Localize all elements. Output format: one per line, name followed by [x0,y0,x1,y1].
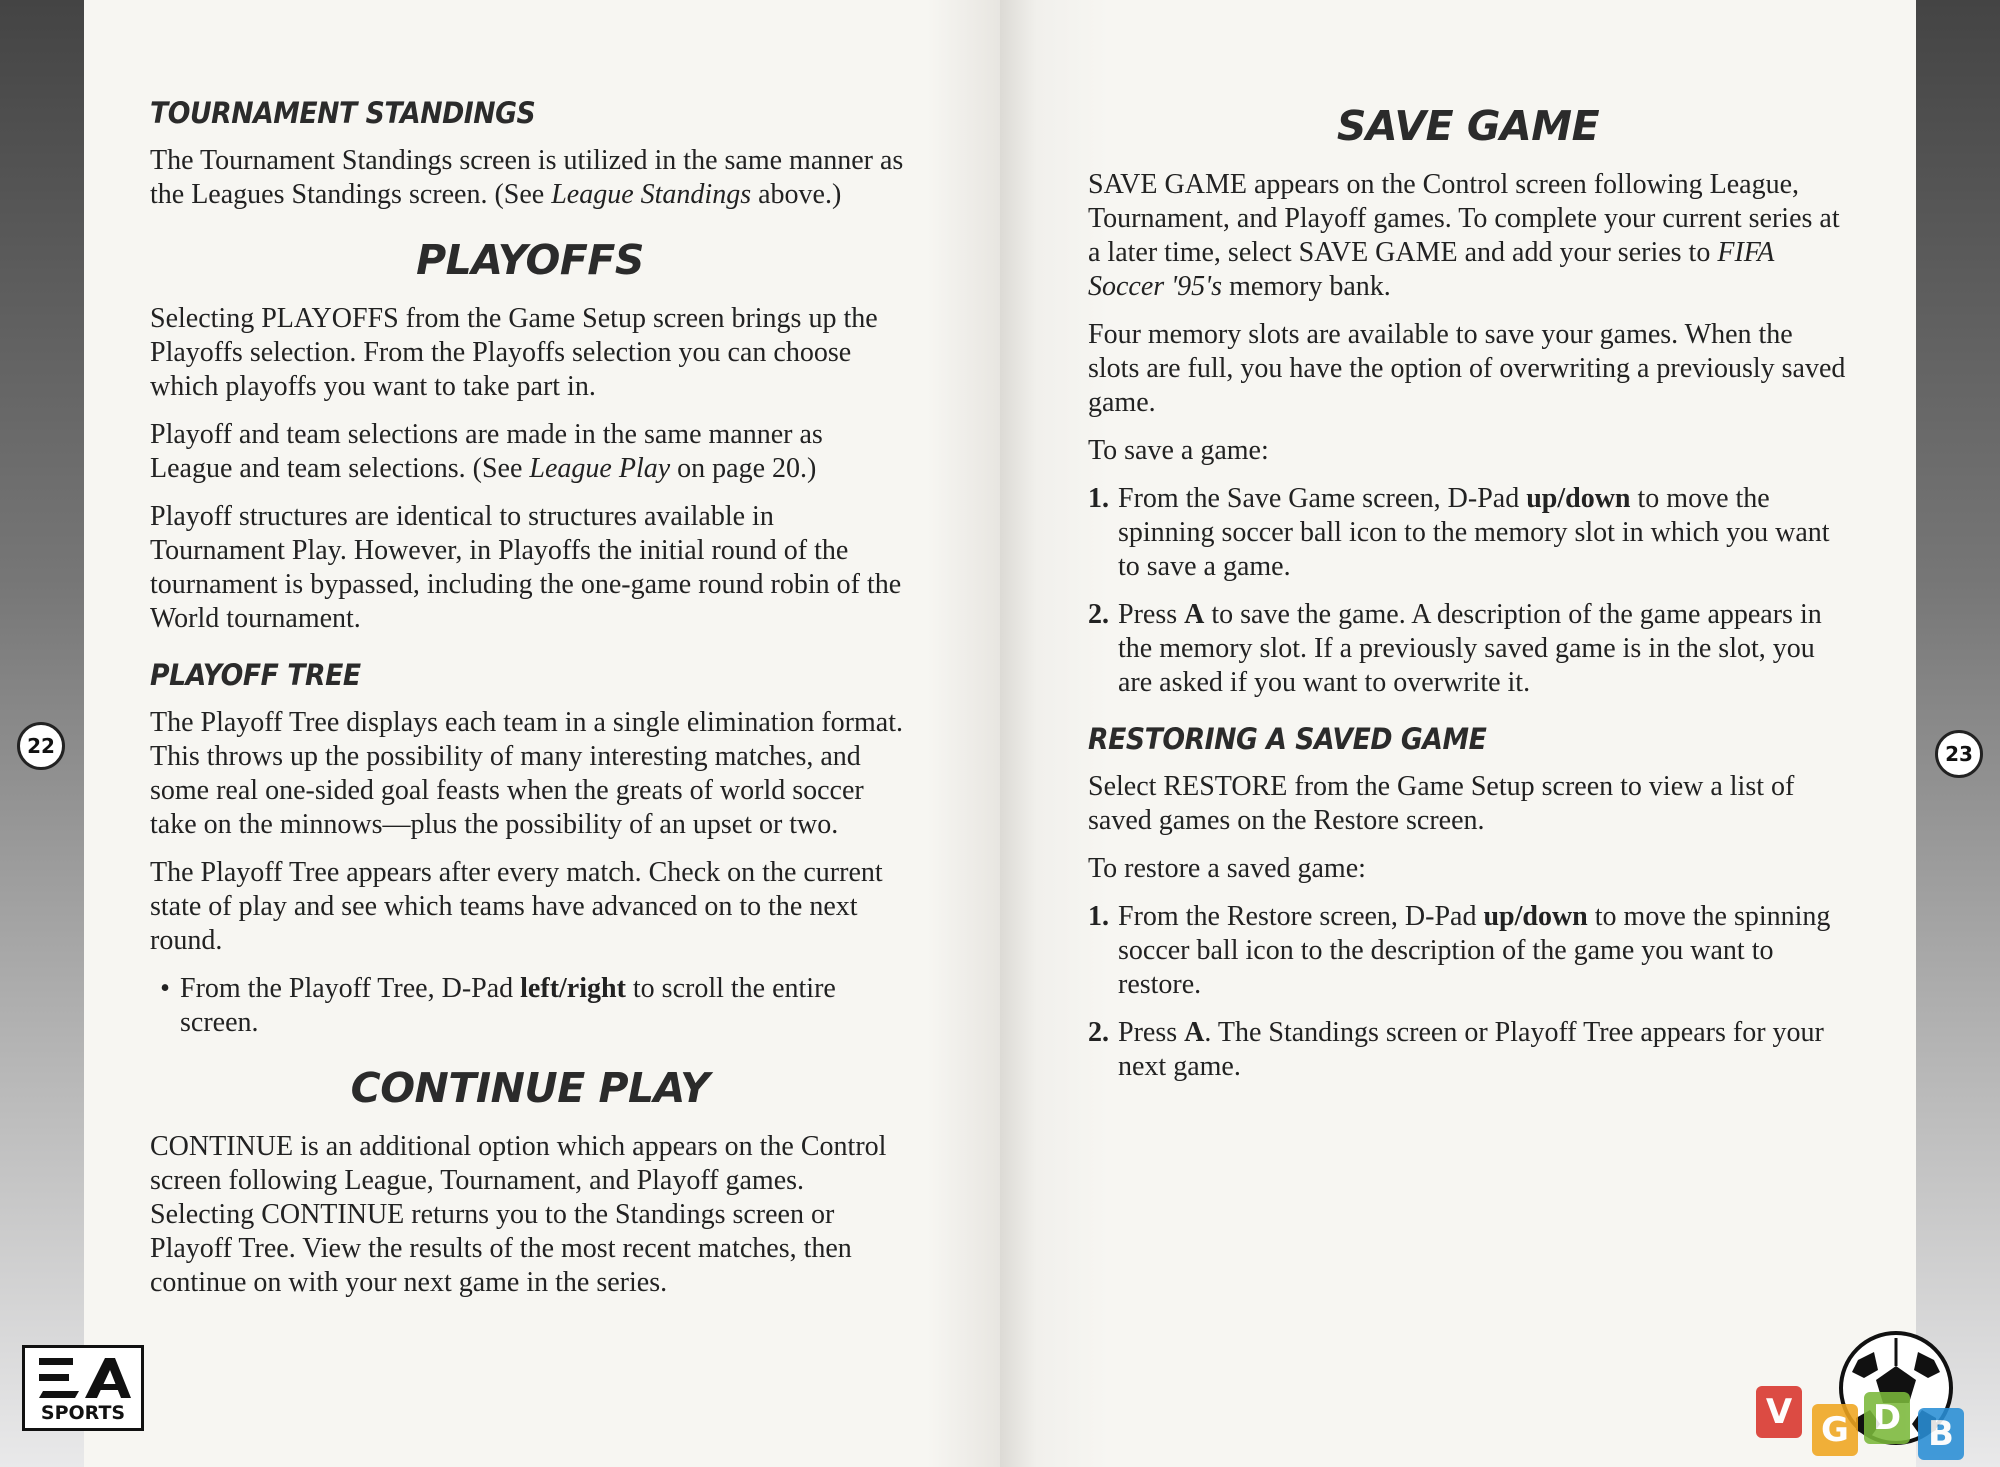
tournament-standings-heading: TOURNAMENT STANDINGS [150,96,536,130]
playoff-tree-bullet: • From the Playoff Tree, D-Pad left/right to scroll the entire screen. [150,972,910,1040]
vgdb-letter-g: G [1812,1404,1858,1456]
ea-sports-logo [22,1345,144,1431]
save-game-heading: SAVE GAME [1336,102,1600,150]
save-game-paragraph-3: To save a game: [1088,435,1269,466]
restoring-paragraph-2: To restore a saved game: [1088,853,1366,884]
tournament-standings-paragraph: The Tournament Standings screen is utilized in the same manner as the Leagues Standings screen. (See League Standings above.) [150,145,904,210]
bullet-dot: • [160,973,170,1004]
page-number-right: 23 [1935,730,1983,778]
save-game-step-1: 1. From the Save Game screen, D-Pad up/down to move the spinning soccer ball icon to the memory slot in which you want to save a game. [1088,483,1830,582]
vgdb-letter-b: B [1918,1408,1964,1460]
save-game-step-2: 2. Press A to save the game. A description of the game appears in the memory slot. If a previously saved game is in the slot, you are asked if you want to overwrite it. [1088,599,1822,698]
vgdb-letter-d: D [1864,1392,1910,1444]
playoff-tree-paragraph-1: The Playoff Tree displays each team in a single elimination format. This throws up the possibility of many interesting matches, and some real one-sided goal feasts when the greats of world soccer take on the minnows—plus the possibility of an upset or two. [150,707,903,840]
playoffs-heading: PLAYOFFS [416,236,644,284]
right-page-content [1088,96,1848,1098]
playoff-tree-paragraph-2: The Playoff Tree appears after every match. Check on the current state of play and see which teams have advanced on to the next round. [150,857,883,956]
continue-play-paragraph: CONTINUE is an additional option which appears on the Control screen following League, Tournament, and Playoff games. Selecting CONTINUE returns you to the Standings screen or Playoff Tree. View the results of the most recent matches, then continue on with your next game in the series. [150,1131,887,1298]
ea-mark-icon [35,1354,133,1402]
restoring-heading: RESTORING A SAVED GAME [1088,722,1487,756]
restoring-step-2: 2. Press A. The Standings screen or Playoff Tree appears for your next game. [1088,1017,1824,1082]
restoring-step-1: 1. From the Restore screen, D-Pad up/down to move the spinning soccer ball icon to the description of the game you want to restore. [1088,901,1831,1000]
save-game-paragraph-1: SAVE GAME appears on the Control screen following League, Tournament, and Playoff games. To complete your current series at a later time, select SAVE GAME and add your series to FIFA Soccer '95's memory bank. [1088,169,1840,302]
continue-play-heading: CONTINUE PLAY [350,1064,710,1112]
playoffs-paragraph-1: Selecting PLAYOFFS from the Game Setup screen brings up the Playoffs selection. From the Playoffs selection you can choose which playoffs you want to take part in. [150,303,878,402]
playoffs-paragraph-2: Playoff and team selections are made in the same manner as League and team selections. (See League Play on page 20.) [150,419,823,484]
playoffs-paragraph-3: Playoff structures are identical to structures available in Tournament Play. However, in Playoffs the initial round of the tournament is bypassed, including the one-game round robin of the World tournament. [150,501,902,634]
vgdb-letter-v: V [1756,1386,1802,1438]
playoff-tree-heading: PLAYOFF TREE [150,658,361,692]
page-number-left: 22 [17,722,65,770]
save-game-paragraph-2: Four memory slots are available to save your games. When the slots are full, you have the option of overwriting a previously saved game. [1088,319,1846,418]
vgdb-letters [1756,1378,1986,1458]
ea-sports-label: SPORTS [40,1402,126,1424]
restoring-paragraph-1: Select RESTORE from the Game Setup screen to view a list of saved games on the Restore screen. [1088,771,1795,836]
left-page-content [150,96,910,1314]
